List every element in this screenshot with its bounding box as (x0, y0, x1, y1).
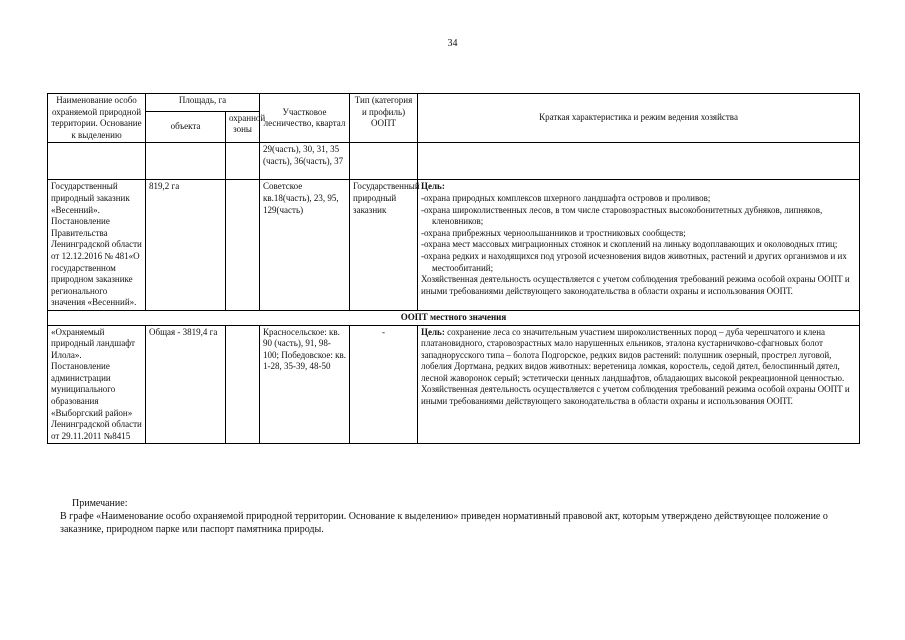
cell-name: «Охраняемый природный ландшафт Илола». Постановление администрации муниципального образования «Выборгский район» Ленинградской области от 29.11.2011 №8415 (48, 325, 146, 444)
header-name: Наименование особо охраняемой природной территории. Основание к выделению (48, 94, 146, 143)
table-row-continuation (48, 143, 860, 180)
goal-item: -охрана мест массовых миграционных стоянок и скоплений на линьку водоплавающих и околоводных птиц; (421, 239, 838, 250)
goal-item: -охрана широколиственных лесов, в том числе старовозрастных высокобонитетных дубняков, липняков, кленовников; (421, 204, 823, 227)
header-description: Краткая характеристика и режим ведения хозяйства (418, 94, 860, 143)
table-row-vesenniy (48, 180, 860, 311)
regime-text: Хозяйственная деятельность осуществляется с учетом соблюдения требований режима особой охраны ООПТ и иными требованиями действующего законодательства в области охраны и использования ООПТ. (421, 384, 850, 407)
goal-item: -охрана редких и находящихся под угрозой исчезновения видов животных, растений и других организмов и их местообитаний; (421, 250, 847, 273)
note-text: В графе «Наименование особо охраняемой природной территории. Основание к выделению» приведен нормативный правовой акт, которым утверждено действующее положение о заказнике, природном парке или паспорт памятника природы. (60, 511, 828, 536)
section-title: ООПТ местного значения (48, 310, 860, 325)
note-title: Примечание: (72, 498, 128, 509)
header-area: Площадь, га (146, 94, 260, 112)
cell-empty (226, 143, 260, 180)
cell-empty (418, 143, 860, 180)
table-row-ilola (48, 325, 860, 444)
cell-forestry: 29(часть), 30, 31, 35 (часть), 36(часть), 37 (260, 143, 350, 180)
goal-label: Цель: (421, 326, 445, 337)
protected-areas-table (47, 93, 860, 444)
cell-description (418, 180, 860, 311)
cell-area: Общая - 3819,4 га (146, 325, 226, 444)
footnote (60, 497, 860, 537)
cell-name: Государственный природный заказник «Весенний». Постановление Правительства Ленинградской области от 12.12.2016 № 481«О государственном природном заказнике регионального значения «Весенний». (48, 180, 146, 311)
goal-item: -охрана природных комплексов шхерного ландшафта островов и проливов; (421, 192, 711, 203)
cell-type: - (350, 325, 418, 444)
cell-empty (146, 143, 226, 180)
goal-paragraph (421, 327, 856, 385)
header-type: Тип (категория и профиль) ООПТ (350, 94, 418, 143)
cell-area: 819,2 га (146, 180, 226, 311)
regime-text: Хозяйственная деятельность осуществляется с учетом соблюдения требований режима особой охраны ООПТ и иными требованиями действующего законодательства в области охраны и использования ООПТ. (421, 274, 850, 296)
goal-item: -охрана прибрежных черноольшанников и тростниковых сообществ; (421, 227, 686, 238)
cell-zones (226, 325, 260, 444)
cell-empty (48, 143, 146, 180)
cell-forestry: Советское кв.18(часть), 23, 95, 129(часть) (260, 180, 350, 311)
cell-forestry: Красносельское: кв. 90 (часть), 91, 98-100; Победовское: кв. 1-28, 35-39, 48-50 (260, 325, 350, 444)
cell-description (418, 325, 860, 444)
goals-list (421, 193, 856, 274)
table-header-row (48, 94, 860, 112)
page-number: 34 (447, 38, 458, 49)
cell-type: Государственный природный заказник (350, 180, 418, 311)
header-object: объекта (146, 111, 226, 143)
header-zones: охранной зоны (226, 111, 260, 143)
goal-label: Цель: (421, 181, 445, 192)
section-header-row (48, 310, 860, 325)
cell-empty (350, 143, 418, 180)
cell-zones (226, 180, 260, 311)
header-forestry: Участковое лесничество, квартал (260, 94, 350, 143)
goal-text: сохранение леса со значительным участием широколиственных пород – дуба черешчатого и клена платановидного, старовозрастных мало нарушенных ельников, эталона кустарничково-сфагновых болот западнорусского типа – болота Подгорское, редких видов растений: полушник озерный, прострел луговой, лобелия Дортмана, редких видов животных: веретеница ломкая, коростель, седой дятел, белоспинный дятел, лесной жаворонок серый; эстетически ценных ландшафтов, обладающих высокой рекреационной ценностью. (421, 326, 845, 383)
